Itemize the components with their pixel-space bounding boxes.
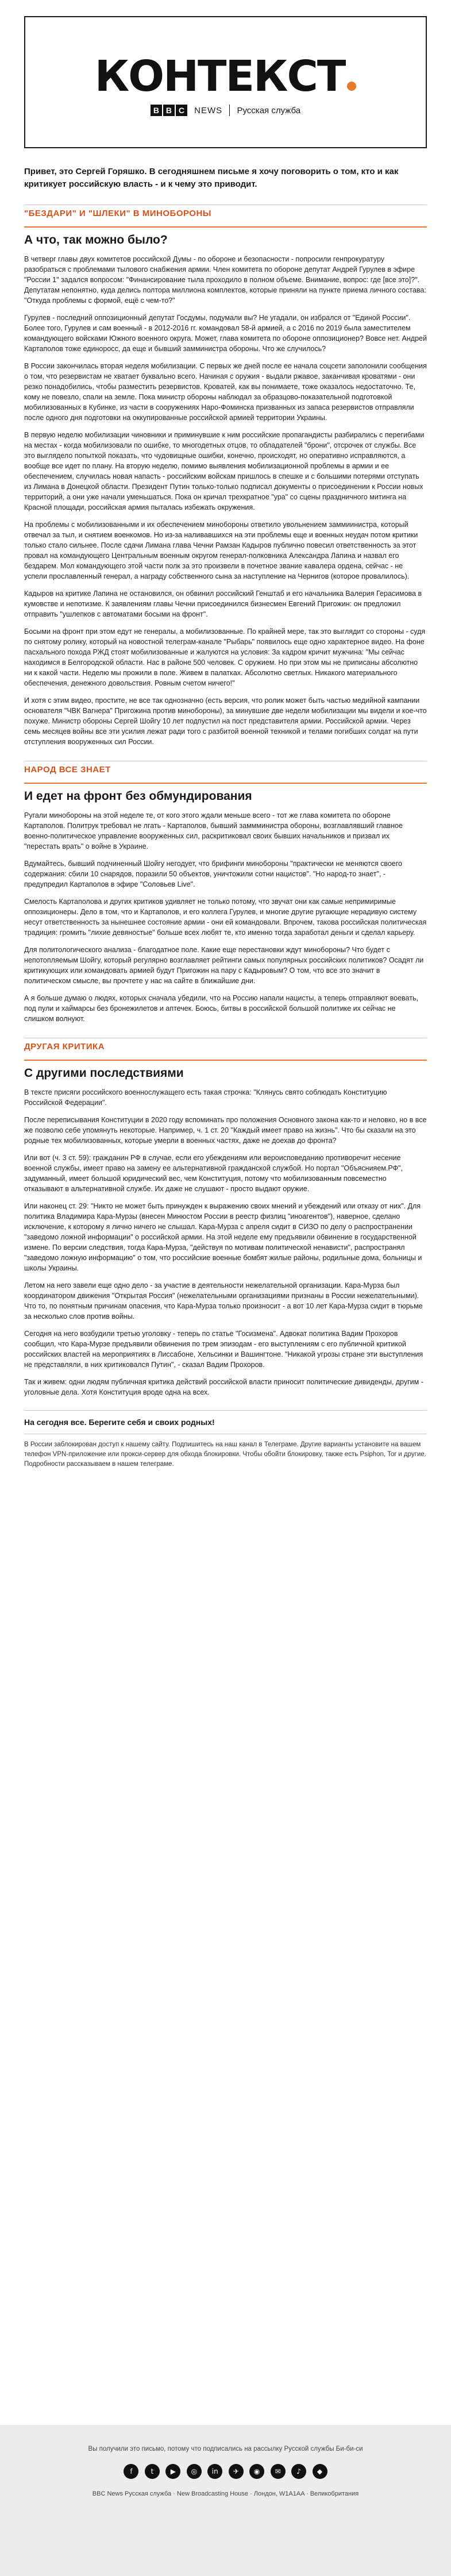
access-note: В России заблокирован доступ к нашему сайту. Подпишитесь на наш канал в Телеграме. Другие варианты установите на вашем телефон VPN-приложение или прокси-сервер для обхода блокировки. Чтобы обойти блокировку, также есть Psiphon, Tor и другие. Подробности рассказываем в нашем телеграме. bbox=[24, 1441, 426, 1468]
article-title: А что, так можно было? bbox=[24, 226, 427, 247]
article-paragraph: Так и живем: одни людям публичная критика действий российской власти приносит политические дивиденды, другим - уголовные дела. Хотя Конституция вроде одна на всех. bbox=[24, 1378, 423, 1396]
youtube-icon[interactable]: ▶ bbox=[165, 2464, 180, 2479]
article-paragraph: В России закончилась вторая неделя мобилизации. С первых же дней после ее начала соцсети заполонили сообщения о том, что резервистам не хватает буквально всего. Начиная с оружия - выдали ржавое, заканчивая кроватями - они резко понадобились, чтобы разместить резервистов. Кроватей, как вы понимаете, тоже оказалось недостаточно. Те, кому не повезло, спали на земле. Пока министр обороны наблюдал за образцово-показательной подготовкой мобилизованных в Кубинке, из части в сооружениях Наро-Фоминска призванных из запаса резервистов отправляли после одного дня подготовки на оккупированные российской армией территории Украины. bbox=[24, 362, 427, 422]
section-label: НАРОД ВСЕ ЗНАЕТ bbox=[24, 765, 111, 775]
masthead bbox=[24, 16, 427, 148]
article-paragraph: В тексте присяги российского военнослужащего есть такая строчка: "Клянусь свято соблюдать Конституцию Российской Федерации". bbox=[24, 1088, 387, 1107]
article-paragraph: И хотя с этим видео, простите, не все так однозначно (есть версия, что ролик может быть частью медийной кампании основателя "ЧВК Вагнера" Пригожина против минобороны), за минувшие две недели мобилизации мы видели и кое-что похуже. Министр обороны Сергей Шойгу 10 лет подпустил на пост представителя армии. Российской армии. Через семь месяцев войны все эти усилия лежат ради того с разбитой военной техникой и телами погибших солдат на пути отступления вооруженных сил России. bbox=[24, 696, 427, 746]
bbc-letter: B bbox=[151, 105, 162, 116]
service-name: Русская служба bbox=[237, 105, 301, 115]
article-paragraph: Летом на него завели еще одно дело - за участие в деятельности нежелательной организации. Кара-Мурза был координатором движения "Открытая Россия" (нежелательными организациями признаны в России нежелательными). Что то, по понятным причинам опасения, что Кара-Мурза только произносит - а вот 10 лет Кара-Мурза сидит в тюрьме за несколько слов против войны. bbox=[24, 1281, 423, 1320]
instagram-icon[interactable]: ◎ bbox=[187, 2464, 202, 2479]
bbc-brand bbox=[25, 105, 426, 116]
address: BBC News Русская служба · New Broadcasting House · Лондон, W1A1AA · Великобритания bbox=[92, 2490, 359, 2497]
section-header bbox=[24, 1038, 427, 1052]
article-paragraph: Вдумайтесь, бывший подчиненный Шойгу негодует, что брифинги минобороны "практически не меняются своего содержания: сбили 10 снарядов, поразили 50 объектов, уничтожили сотни нацистов". "Но народ-то знает", - предупредил Картаполов в эфире "Соловьев Live". bbox=[24, 860, 402, 888]
article-paragraph: Ругали минобороны на этой неделе те, от кого этого ждали меньше всего - тот же глава комитета по обороне Картаполов. Политрук требовал не лгать - Картаполов, бывший заммминистра обороны, возглавлявший главное военно-политическое управление вооруженных сил, раскритиковал своих бывших начальников и призвал их "перестать врать" о войне в Украине. bbox=[24, 811, 403, 850]
article-paragraph: Кадыров на критике Лапина не остановился, он обвинил российский Генштаб и его начальника Валерия Герасимова в кумовстве и непотизме. К заявлениям главы Чечни присоединился бизнесмен Евгений Пригожин: он предложил отправить "ушлепков с автоматами босыми на фронт". bbox=[24, 590, 422, 618]
tiktok-icon[interactable]: ♪ bbox=[291, 2464, 306, 2479]
intro-text: Привет, это Сергей Горяшко. В сегодняшнем письме я хочу поговорить о том, кто и как критикует российскую власть - и к чему это приводит. bbox=[24, 167, 399, 189]
email-icon[interactable]: ✉ bbox=[271, 2464, 286, 2479]
section-header bbox=[24, 761, 427, 775]
twitter-icon[interactable]: t bbox=[145, 2464, 160, 2479]
article-paragraph: Босыми на фронт при этом едут не генералы, а мобилизованные. По крайней мере, так это выглядит со стороны - судя по снятому ролику, который на новостной телеграм-канале "Рыбарь" появилось еще одно характерное видео. На фоне пасхального похода РЖД стоят мобилизованные и жалуются на условия: За кадром кричит мужчина: "Мы сейчас находимся в Белгородской области. Нас в районе 500 человек. С оружием. Но при этом мы не приписаны абсолютно ни к какой части. Неделю мы прожили в поле. Живем в палатках. Абсолютно светлых. Никакого материального обеспечения, денежного довольствия. Ровным счетом ничего!" bbox=[24, 627, 426, 687]
brand-divider bbox=[229, 105, 230, 116]
article-paragraph: Или наконец ст. 29: "Никто не может быть принужден к выражению своих мнений и убеждений или отказу от них". Для политика Владимира Кара-Мурзы (внесен Минюстом России в реестр физлиц "иноагентов"), наверное, сделано исключение, к которому я лично ничего не слышал. Кара-Мурза с апреля сидит в СИЗО по делу о распространении "заведомо ложной информации" о российской армии. На этой неделе ему предъявили обвинение в государственной измене. По версии следствия, тогда Кара-Мурза, "действуя по мотивам политической ненависти", распространял "заведомо ложную информацию" о том, что российские военные бомбят жилые районы, родильные дома, больницы и школы Украины. bbox=[24, 1202, 422, 1272]
article-paragraph: Для политологического анализа - благодатное поле. Какие еще перестановки ждут минобороны? Что будет с непотопляемым Шойгу, который регулярно возглавляет рейтинги самых популярных российских политиков? Осадят ли критикующих или командовать армией будут Пригожин на пару с Кадыровым? О том, что все это значит в политическом смысле, вы прочтете у нас на сайте в ближайшие дни. bbox=[24, 946, 424, 985]
article-paragraph: Или вот (ч. 3 ст. 59): гражданин РФ в случае, если его убеждениям или вероисповеданию противоречит несение военной службы, имеет право на замену ее альтернативной гражданской службой. Но портал "Объяснияем.РФ", задуманный, имеет большой юридический вес, чем Конституция, потому что мобилизованным повсеместно отказывают в альтернативной службе. Их даже не слушают - просто выдают оружие. bbox=[24, 1154, 403, 1193]
section-header bbox=[24, 205, 427, 218]
telegram-icon[interactable]: ✈ bbox=[229, 2464, 244, 2479]
bbc-news-label: NEWS bbox=[194, 105, 223, 115]
article-title: С другими последствиями bbox=[24, 1060, 427, 1080]
bbc-logo bbox=[151, 105, 188, 116]
logo-dot bbox=[347, 82, 356, 91]
article-paragraph: В первую неделю мобилизации чиновники и приминувшие к ним российские пропагандисты разбирались с перегибами на местах - когда мобилизовали по ошибке, то многодетных отцов, то обладателей "брони", отсрочек от службы. Все это выглядело попыткой показать, что чудовищные ошибки, конечно, происходят, но оперативно исправляются, а вообще все идет по плану. На вторую неделю, помимо выявления мобилизационной проблемы в армии и ее обеспечением, случилась новая напасть - российским войскам пришлось в спешке и с большими потерями отступать из Лимана в Донецкой области. Президент Путин только-только подписал документы о присоединении к России новых территорий, а они уже начали уменьшаться. Пока он кричал трехкратное "ура" со сцены праздничного митинга на Красной площади, российская армия пыталась избежать окружения. bbox=[24, 431, 425, 511]
article-paragraph: Смелость Картаполова и других критиков удивляет не только потому, что звучат они как самые непримиримые оппозиционеры. Дело в том, что и Картаполов, и его коллега Гурулев, и многие другие ругающие нерадивую систему несут ответственность за нынешнее состояние армии - они ей командовали. Впрочем, такова российская политическая традиция: громить "лихие девяностые" больше всех любят те, кто именно тогда заработал деньги и сделал карьеру. bbox=[24, 898, 427, 937]
subscription-note: Вы получили это письмо, потому что подписались на рассылку Русской службы Би-би-си bbox=[88, 2446, 363, 2452]
section-label: "БЕЗДАРИ" И "ШЛЕКИ" В МИНОБОРОНЫ bbox=[24, 209, 211, 218]
footer bbox=[0, 2425, 451, 2576]
linkedin-icon[interactable]: in bbox=[207, 2464, 222, 2479]
article-paragraph: После переписывания Конституции в 2020 году вспоминать про положения Основного закона как-то и неловко, но в все же позволю себе упомянуть некоторые. Например, ч. 1 ст. 20 "Каждый имеет право на жизнь". Что бы сказали на это родные тех мобилизованных, которые умерли в военных частях, даже не доехав до фронта? bbox=[24, 1116, 427, 1145]
signoff: На сегодня все. Берегите себя и своих родных! bbox=[24, 1410, 427, 1434]
bbc-letter: C bbox=[176, 105, 187, 116]
article-paragraph: А я больше думаю о людях, которых сначала убедили, что на Россию напали нацисты, а теперь отправляют воевать, под пули и хаймарсы без бронежилетов и аптечек. Боюсь, битвы в российской большой политике их сейчас не слишком волнуют. bbox=[24, 994, 418, 1023]
logo-word: КОНТЕКСТ bbox=[94, 52, 345, 101]
section-label: ДРУГАЯ КРИТИКА bbox=[24, 1042, 105, 1052]
article-paragraph: Гурулев - последний оппозиционный депутат Госдумы, подумали вы? Не угадали, он избрался от "Единой России". Более того, Гурулев и сам военный - в 2012-2016 гг. командовал 58-й армией, а с 2016 по 2019 была заместителем командующего войсками Южного военного округа. Может, глава комитета по обороне оппозиционер? Вовсе нет. Андрей Картаполов тоже единоросс, да еще и бывший замминистра обороны. Что же случилось? bbox=[24, 314, 427, 353]
article-paragraph: В четверг главы двух комитетов российской Думы - по обороне и безопасности - попросили генпрокуратуру разобраться с проблемами тылового снабжения армии. Член комитета по обороне депутат Андрей Гурулев в эфире "России 1" задался вопросом: "Финансирование тыла проходило в полном объеме. Внимание, вопрос: где [все это]?". Депутатам непонятно, куда делись полтора миллиона комплектов, которые приняли на пункте приема личного состава: "Откуда проблемы с формой, ещё с чем-то?" bbox=[24, 255, 426, 305]
bbc-letter: B bbox=[163, 105, 175, 116]
odnoklassniki-icon[interactable]: ◆ bbox=[313, 2464, 327, 2479]
social-links bbox=[0, 2464, 451, 2479]
logo bbox=[25, 52, 426, 101]
article-title: И едет на фронт без обмундирования bbox=[24, 783, 427, 803]
article-paragraph: На проблемы с мобилизованными и их обеспечением минобороны ответило увольнением заммиинистра, который отвечал за тыл, и снятием военкомов. Но из-за наливавшихся на эти проблемы еще и военных неудач потом критики только стало сильнее. После сдачи Лимана глава Чечни Рамзан Кадыров публично повесил ответственность за этот провал на командующего Центральным военным округом генерал-полковника Александра Лапина и назвал его бездарем. Мол командующего этой части полк за это произвели в почетное звание кавалера ордена, сейчас - не успели прославленный генерал, а награду собственного сына за наступление на Чернигов (которое провалилось). bbox=[24, 521, 418, 580]
facebook-icon[interactable]: f bbox=[124, 2464, 138, 2479]
article-paragraph: Сегодня на него возбудили третью уголовку - теперь по статье "Госизмена". Адвокат политика Вадим Прохоров сообщил, что Кара-Мурзе предъявили обвинения по трем эпизодам - его выступлениям с его публичной критикой российских властей на мероприятиях в Лиссабоне, Хельсинки и Вашингтоне. "Никакой угрозы стране эти выступления не представляли, в них критиковался Путин", - сказал Вадим Прохоров. bbox=[24, 1330, 423, 1369]
vk-icon[interactable]: ◉ bbox=[249, 2464, 264, 2479]
